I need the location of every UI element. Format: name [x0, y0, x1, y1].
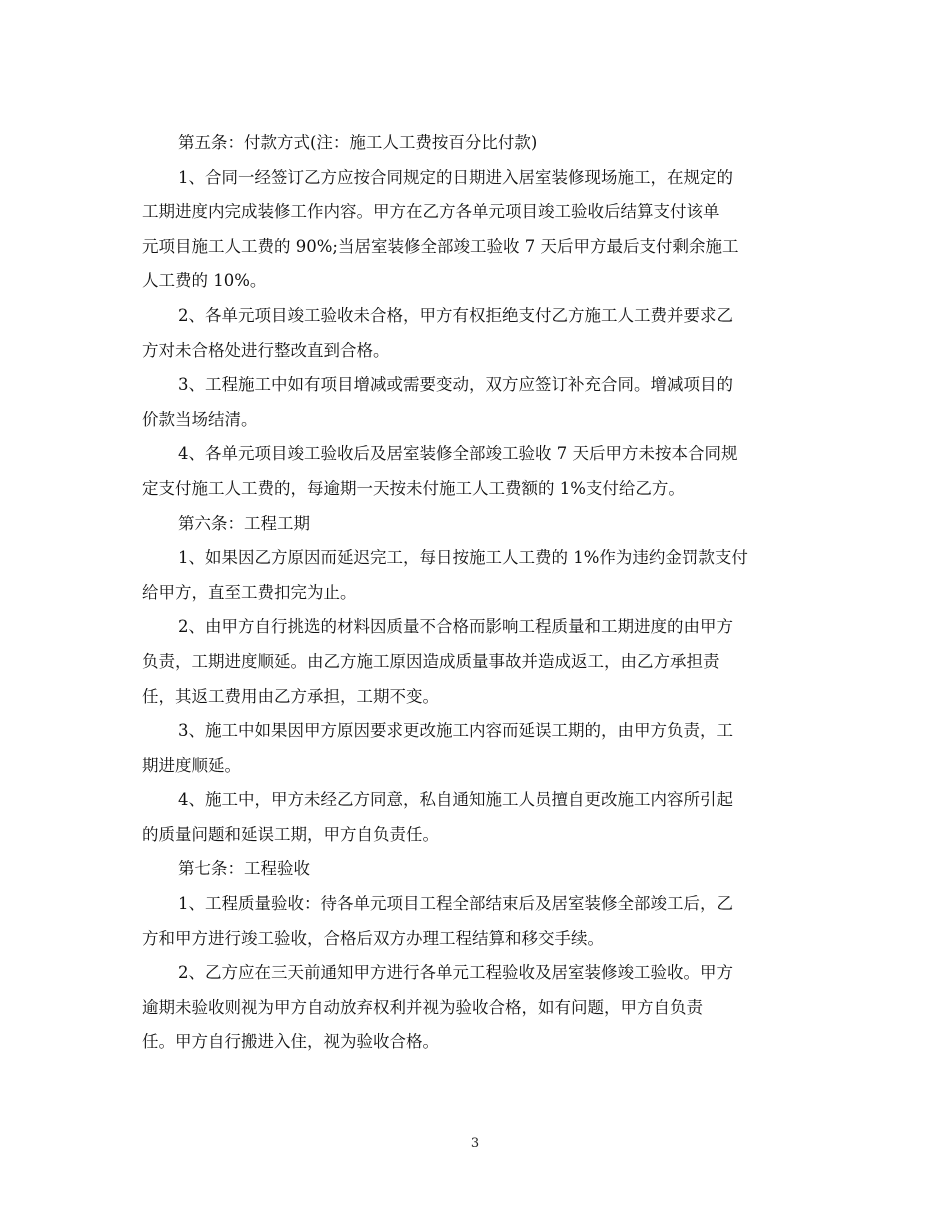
paragraph-line: 方对未合格处进行整改直到合格。	[142, 340, 390, 360]
page-number: 3	[470, 1136, 480, 1151]
paragraph-line: 2、乙方应在三天前通知甲方进行各单元工程验收及居室装修竣工验收。甲方	[178, 963, 733, 983]
paragraph-line: 1、如果因乙方原因而延迟完工，每日按施工人工费的 1%作为违约金罚款支付	[178, 548, 748, 568]
paragraph-line: 2、各单元项目竣工验收未合格，甲方有权拒绝支付乙方施工人工费并要求乙	[178, 305, 733, 325]
paragraph-line: 方和甲方进行竣工验收，合格后双方办理工程结算和移交手续。	[142, 928, 604, 948]
paragraph-line: 期进度顺延。	[142, 755, 241, 775]
paragraph-line: 逾期未验收则视为甲方自动放弃权利并视为验收合格，如有问题，甲方自负责	[142, 997, 703, 1017]
paragraph-line: 定支付施工人工费的，每逾期一天按未付施工人工费额的 1%支付给乙方。	[142, 478, 685, 498]
paragraph-line: 的质量问题和延误工期，甲方自负责任。	[142, 824, 439, 844]
paragraph-line: 3、施工中如果因甲方原因要求更改施工内容而延误工期的，由甲方负责，工	[178, 721, 733, 741]
paragraph-line: 人工费的 10%。	[142, 271, 267, 291]
paragraph-line: 3、工程施工中如有项目增减或需要变动，双方应签订补充合同。增减项目的	[178, 375, 733, 395]
paragraph-line: 元项目施工人工费的 90%;当居室装修全部竣工验收 7 天后甲方最后支付剩余施工	[142, 236, 739, 256]
paragraph-line: 给甲方，直至工费扣完为止。	[142, 582, 357, 602]
paragraph-line: 价款当场结清。	[142, 409, 258, 429]
document-body	[142, 126, 804, 1060]
paragraph-line: 任，其返工费用由乙方承担，工期不变。	[142, 686, 439, 706]
section-heading-article-5: 第五条：付款方式(注：施工人工费按百分比付款)	[178, 133, 538, 152]
paragraph-line: 4、各单元项目竣工验收后及居室装修全部竣工验收 7 天后甲方未按本合同规	[178, 444, 738, 464]
section-heading-article-7: 第七条：工程验收	[178, 859, 310, 879]
paragraph-line: 2、由甲方自行挑选的材料因质量不合格而影响工程质量和工期进度的由甲方	[178, 617, 733, 637]
paragraph-line: 任。甲方自行搬进入住，视为验收合格。	[142, 1032, 439, 1052]
section-heading-article-6: 第六条：工程工期	[178, 513, 310, 533]
paragraph-line: 负责，工期进度顺延。由乙方施工原因造成质量事故并造成返工，由乙方承担责	[142, 651, 720, 671]
paragraph-line: 1、合同一经签订乙方应按合同规定的日期进入居室装修现场施工，在规定的	[178, 167, 733, 187]
paragraph-line: 1、工程质量验收：待各单元项目工程全部结束后及居室装修全部竣工后，乙	[178, 894, 733, 914]
paragraph-line: 工期进度内完成装修工作内容。甲方在乙方各单元项目竣工验收后结算支付该单	[142, 202, 720, 222]
paragraph-line: 4、施工中，甲方未经乙方同意，私自通知施工人员擅自更改施工内容所引起	[178, 790, 733, 810]
